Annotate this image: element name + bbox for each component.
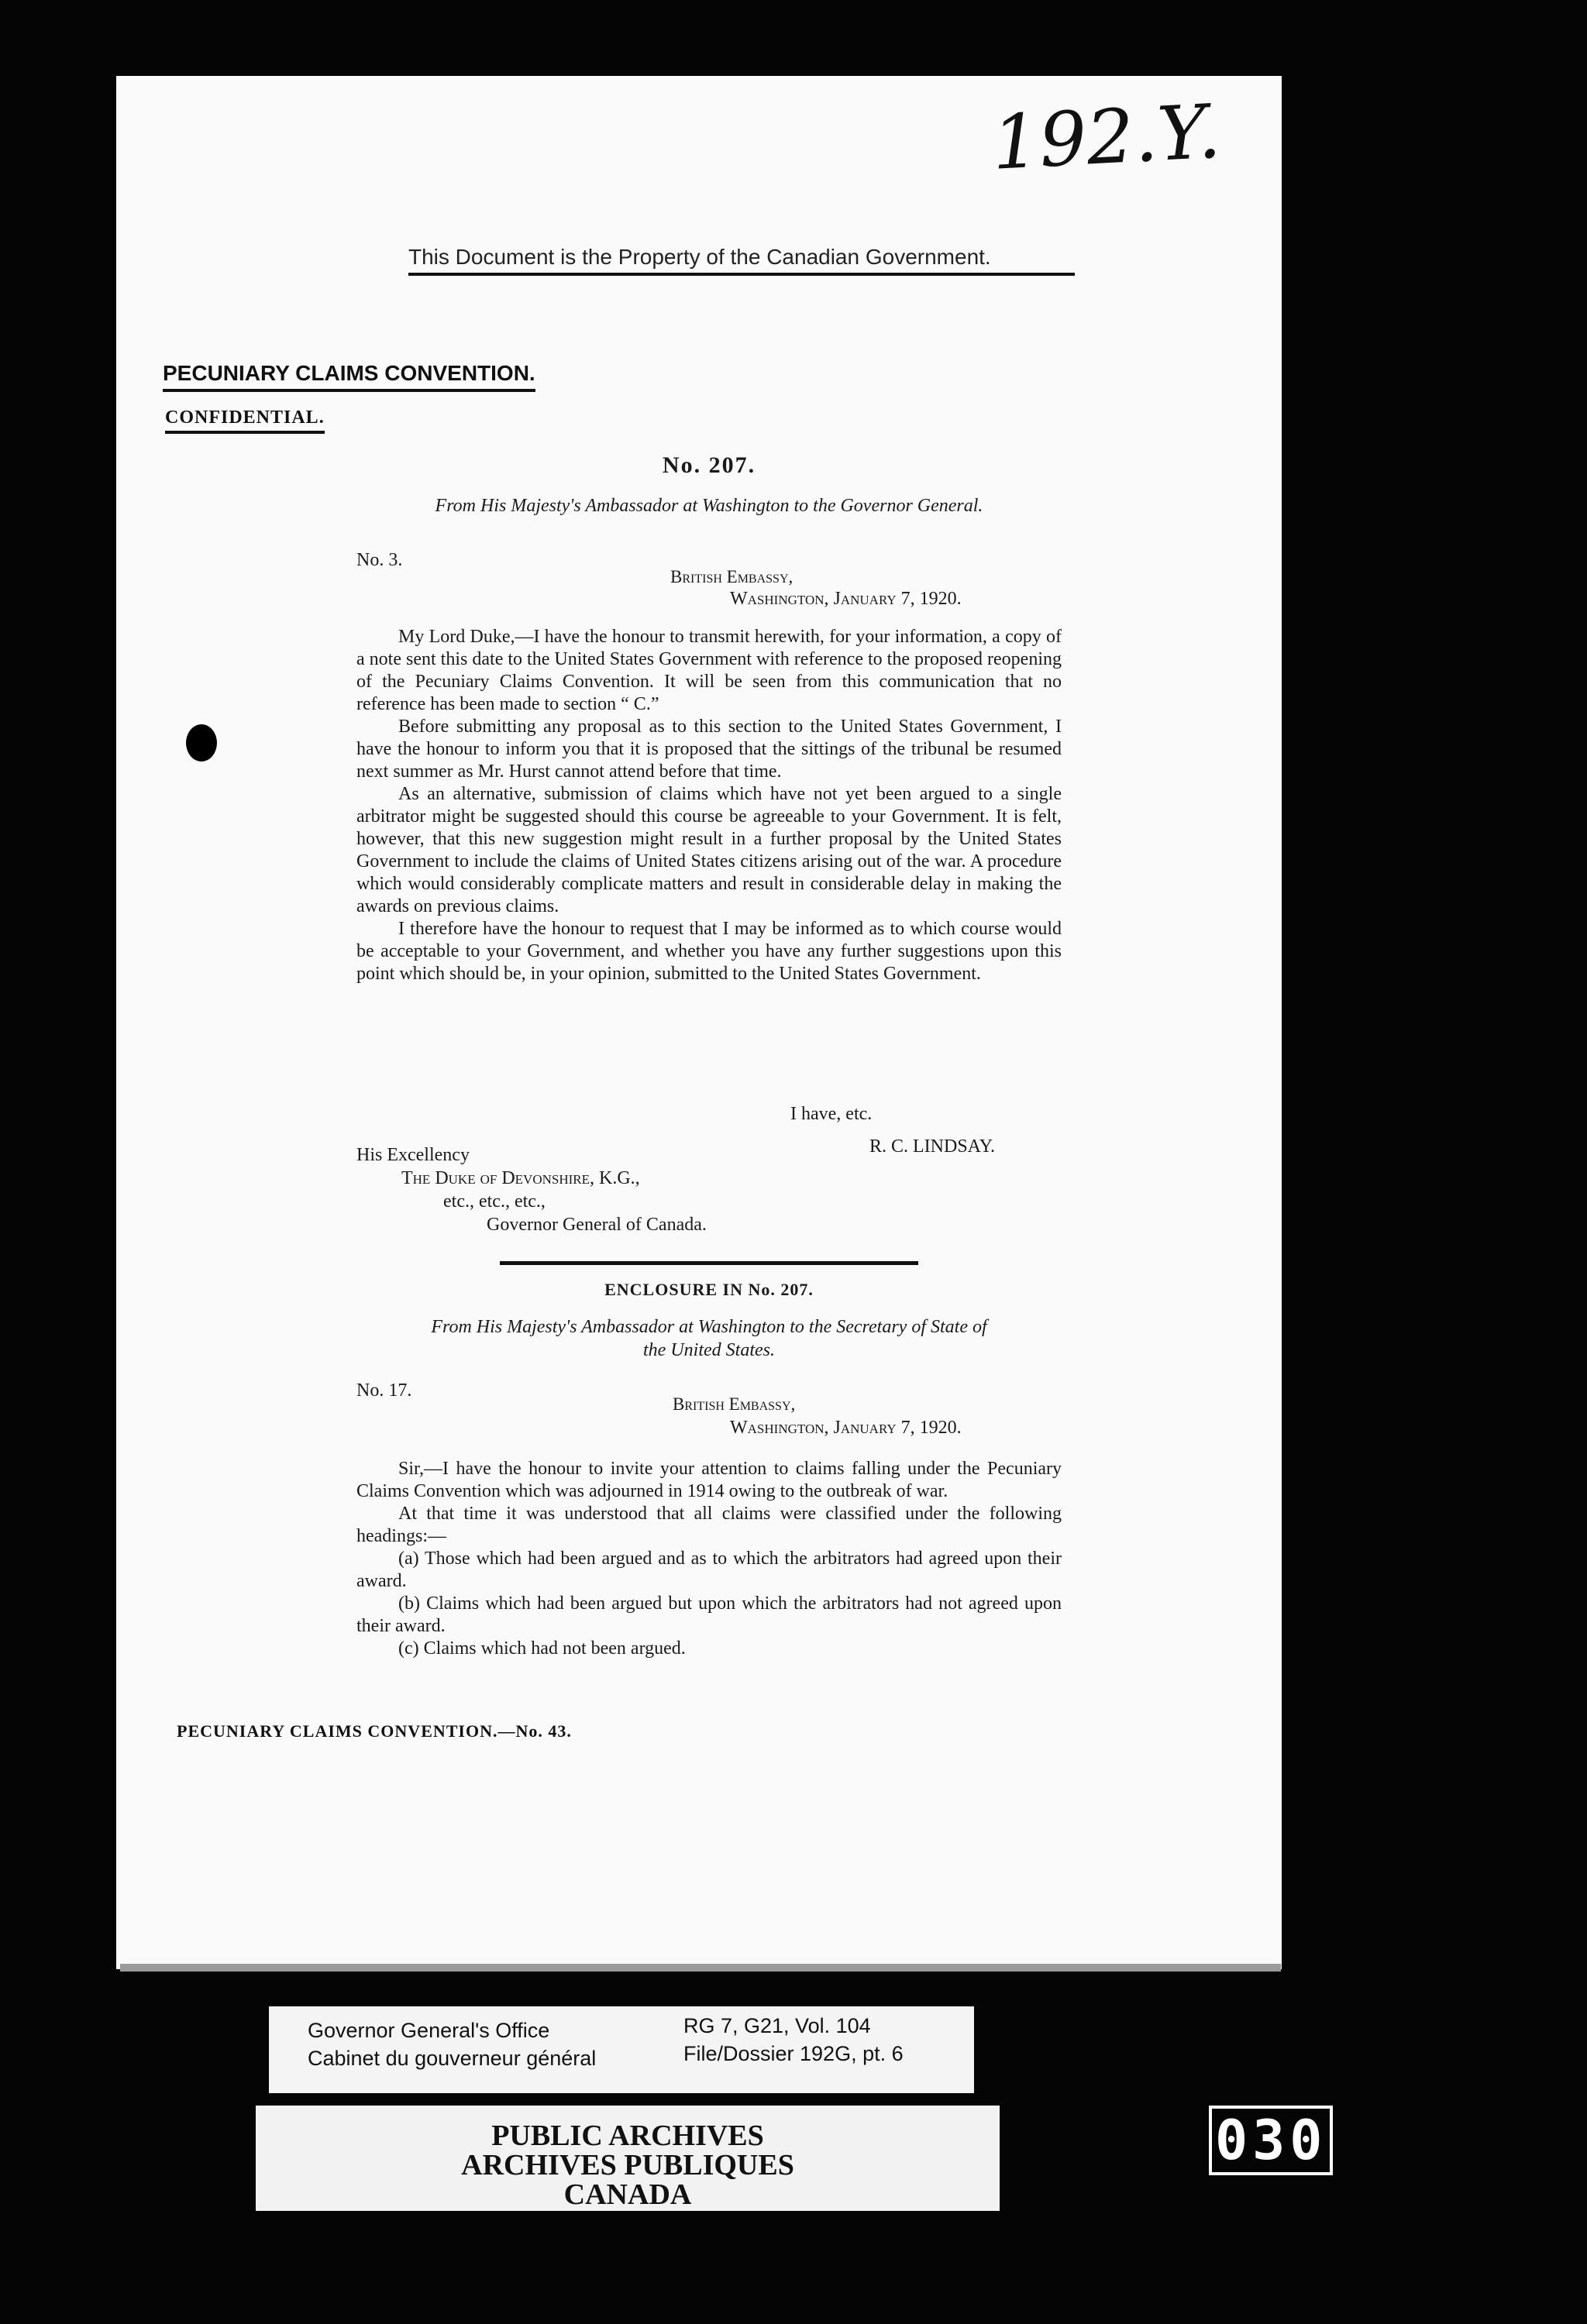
enclosure-heading: From His Majesty's Ambassador at Washington to the Secretary of State of [431, 1317, 987, 1337]
list-item: (c) Claims which had not been argued. [398, 1638, 686, 1659]
document-page [116, 76, 1282, 1969]
addressee-line: etc., etc., etc., [443, 1191, 546, 1212]
archive-stamp [256, 2106, 1000, 2211]
archive-stamp-line: CANADA [563, 2178, 692, 2211]
series-title: PECUNIARY CLAIMS CONVENTION. [163, 361, 535, 392]
addressee-line: Governor General of Canada. [487, 1215, 707, 1235]
archive-reference: RG 7, G21, Vol. 104 [683, 2014, 871, 2037]
classification-label: CONFIDENTIAL. [165, 407, 325, 434]
letter-paragraph: I therefore have the honour to request that I may be informed as to which course would be acceptable to your Government, and whether you have any further suggestions upon this point which should be, in your opinion, submitted to the United States Government. [356, 919, 1062, 984]
office-english: Governor General's Office [308, 2019, 550, 2042]
office-french: Cabinet du gouverneur général [308, 2047, 597, 2070]
letter-paragraph: My Lord Duke,—I have the honour to transmit herewith, for your information, a copy of a note sent this date to the United States Government with reference to the proposed reopening of the Pecuniary Claims Convention. It will be seen from this communication that no reference has been made to section “ C.” [356, 627, 1062, 714]
enclosure-body [356, 1458, 1062, 1660]
page-footer: PECUNIARY CLAIMS CONVENTION.—No. 43. [177, 1721, 572, 1741]
list-item: (a) Those which had been argued and as to which the arbitrators had agreed upon their award. [356, 1549, 1062, 1591]
document-number: No. 207. [662, 452, 756, 478]
letter-paragraph: Sir,—I have the honour to invite your attention to claims falling under the Pecuniary Claims Convention which was adjourned in 1914 owing to the outbreak of war. [356, 1459, 1062, 1501]
letter-paragraph: At that time it was understood that all claims were classified under the following headings:— [356, 1504, 1062, 1546]
letter-signature: R. C. LINDSAY. [869, 1136, 996, 1157]
frame-number: 030 [1209, 2109, 1337, 2172]
archive-file: File/Dossier 192G, pt. 6 [683, 2042, 904, 2065]
letter-body [356, 626, 1062, 985]
sender-place: British Embassy, [670, 567, 794, 586]
letter-paragraph: As an alternative, submission of claims which have not yet been argued to a single arbitrator might be suggested should this course be agreeable to your Government. It is felt, however, that this new suggestion might result in a further proposal by the United States Government to include the claims of United States citizens arising out of the war. A procedure which would considerably complicate matters and result in considerable delay in making the awards on previous claims. [356, 784, 1062, 916]
archive-stamp-line: PUBLIC ARCHIVES [491, 2119, 764, 2152]
section-divider [500, 1261, 918, 1265]
reference-number: No. 17. [356, 1380, 412, 1401]
archive-stamp-line: ARCHIVES PUBLIQUES [461, 2149, 794, 2181]
sender-place: British Embassy, [673, 1394, 796, 1414]
list-item: (b) Claims which had been argued but upon which the arbitrators had not agreed upon their award. [356, 1593, 1062, 1636]
sender-date: Washington, January 7, 1920. [730, 1418, 962, 1438]
reference-number: No. 3. [356, 550, 403, 570]
sender-date: Washington, January 7, 1920. [730, 589, 962, 609]
handwritten-reference: 192.Y. [990, 88, 1224, 187]
document-heading: From His Majesty's Ambassador at Washington to the Governor General. [435, 496, 983, 516]
punch-hole [186, 724, 217, 761]
property-notice: This Document is the Property of the Canadian Government. [408, 245, 1075, 276]
enclosure-heading: the United States. [643, 1340, 775, 1360]
enclosure-title: ENCLOSURE IN No. 207. [604, 1280, 814, 1299]
addressee-line: His Excellency [356, 1145, 470, 1165]
archive-label [269, 2006, 974, 2093]
addressee-line: The Duke of Devonshire, K.G., [401, 1168, 640, 1188]
letter-closing: I have, etc. [790, 1104, 873, 1124]
page-edge [120, 1964, 1281, 1972]
letter-paragraph: Before submitting any proposal as to this section to the United States Government, I have the honour to inform you that it is proposed that the sittings of the tribunal be resumed next summer as Mr. Hurst cannot attend before that time. [356, 717, 1062, 782]
